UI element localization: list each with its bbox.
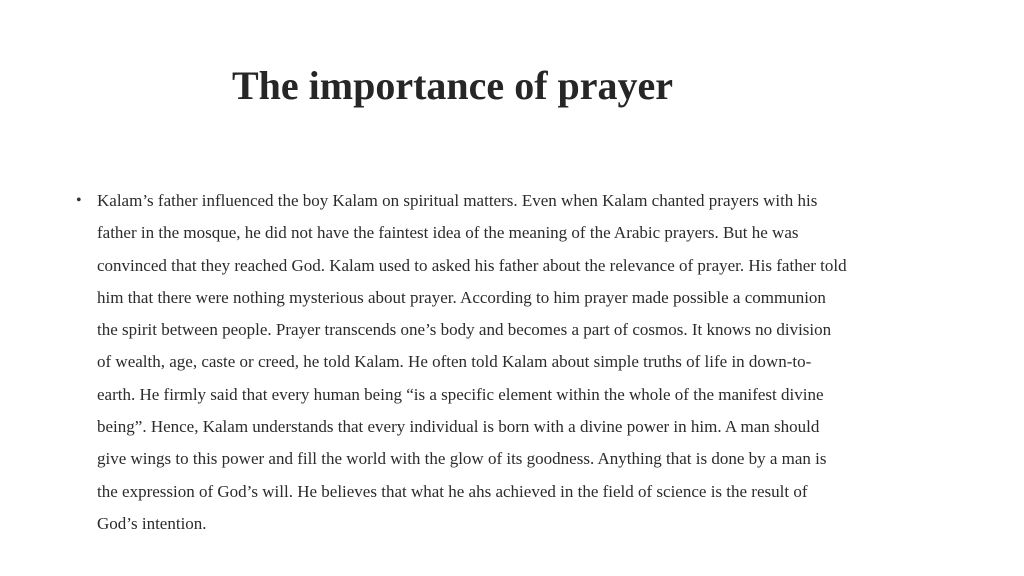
- paragraph-line: earth. He firmly said that every human being “is a specific element within the whole of the manifest divine: [97, 384, 824, 404]
- bullet-marker: •: [76, 192, 82, 209]
- paragraph-line: give wings to this power and fill the world with the glow of its goodness. Anything that is done by a man is: [97, 449, 827, 469]
- bullet-paragraph: [97, 185, 956, 540]
- bullet-item: [76, 185, 956, 540]
- paragraph-line: Kalam’s father influenced the boy Kalam on spiritual matters. Even when Kalam chanted prayers with his: [97, 191, 818, 210]
- slide-title: The importance of prayer: [232, 63, 674, 108]
- paragraph-line: being”. Hence, Kalam understands that every individual is born with a divine power in him. A man should: [97, 417, 820, 437]
- paragraph-line: him that there were nothing mysterious about prayer. According to him prayer made possible a communion: [97, 287, 826, 307]
- bullet-list: [76, 185, 956, 540]
- paragraph-line: God’s intention.: [97, 513, 207, 533]
- paragraph-line: of wealth, age, caste or creed, he told Kalam. He often told Kalam about simple truths of life in down-to-: [97, 352, 812, 372]
- paragraph-line: the spirit between people. Prayer transcends one’s body and becomes a part of cosmos. It knows no division: [97, 320, 832, 340]
- paragraph-line: father in the mosque, he did not have the faintest idea of the meaning of the Arabic prayers. But he was: [97, 223, 799, 243]
- paragraph-line: convinced that they reached God. Kalam used to asked his father about the relevance of prayer. His father told: [97, 255, 847, 275]
- paragraph-line: the expression of God’s will. He believes that what he ahs achieved in the field of science is the result of: [97, 481, 808, 501]
